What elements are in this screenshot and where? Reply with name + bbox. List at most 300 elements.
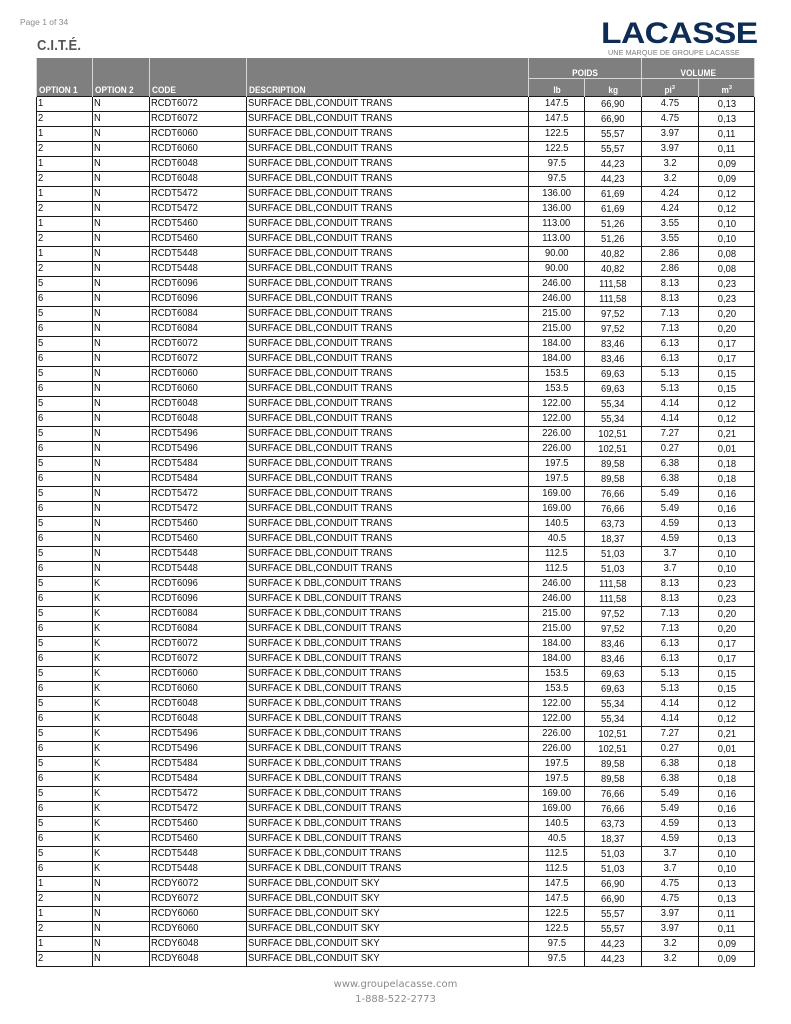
cell-pi3: 6.38 (642, 457, 699, 472)
cell-description: SURFACE DBL,CONDUIT TRANS (247, 532, 529, 547)
cell-pi3: 4.59 (642, 532, 699, 547)
cell-kg: 55,57 (585, 127, 642, 142)
cell-pi3: 3.97 (642, 922, 699, 937)
cell-option1: 1 (37, 907, 93, 922)
cell-code: RCDT6084 (150, 307, 247, 322)
cell-kg: 55,34 (585, 412, 642, 427)
cell-m3: 0,18 (699, 757, 755, 772)
cell-m3: 0,10 (699, 862, 755, 877)
cell-pi3: 3.2 (642, 952, 699, 967)
cell-m3: 0,11 (699, 907, 755, 922)
cell-option1: 6 (37, 532, 93, 547)
table-row (37, 637, 755, 652)
cell-lb: 112.5 (529, 862, 585, 877)
cell-code: RCDT5460 (150, 817, 247, 832)
header-option2: OPTION 2 (93, 79, 150, 97)
cell-option1: 5 (37, 727, 93, 742)
cell-code: RCDT6048 (150, 172, 247, 187)
cell-pi3: 8.13 (642, 592, 699, 607)
cell-option1: 5 (37, 337, 93, 352)
cell-code: RCDT6048 (150, 697, 247, 712)
cell-description: SURFACE DBL,CONDUIT TRANS (247, 97, 529, 112)
table-row (37, 532, 755, 547)
cell-option1: 1 (37, 877, 93, 892)
cell-option1: 6 (37, 742, 93, 757)
table-row (37, 562, 755, 577)
cell-lb: 246.00 (529, 592, 585, 607)
cell-description: SURFACE DBL,CONDUIT TRANS (247, 397, 529, 412)
cell-kg: 51,26 (585, 232, 642, 247)
cell-description: SURFACE DBL,CONDUIT TRANS (247, 127, 529, 142)
cell-option2: N (93, 202, 150, 217)
cell-pi3: 4.59 (642, 832, 699, 847)
cell-m3: 0,21 (699, 727, 755, 742)
cell-option1: 2 (37, 892, 93, 907)
cell-kg: 55,34 (585, 397, 642, 412)
cell-pi3: 5.49 (642, 787, 699, 802)
cell-description: SURFACE DBL,CONDUIT TRANS (247, 202, 529, 217)
cell-kg: 83,46 (585, 352, 642, 367)
cell-m3: 0,10 (699, 547, 755, 562)
cell-option1: 5 (37, 757, 93, 772)
cell-description: SURFACE K DBL,CONDUIT TRANS (247, 772, 529, 787)
footer-phone: 1-888-522-2773 (355, 994, 436, 1005)
cell-option2: N (93, 427, 150, 442)
header-m3: $m^3$ (699, 79, 755, 97)
cell-lb: 246.00 (529, 277, 585, 292)
cell-kg: 89,58 (585, 457, 642, 472)
cell-option2: N (93, 322, 150, 337)
cell-description: SURFACE DBL,CONDUIT TRANS (247, 172, 529, 187)
cell-option1: 5 (37, 487, 93, 502)
cell-option1: 6 (37, 862, 93, 877)
cell-pi3: 3.97 (642, 142, 699, 157)
cell-m3: 0,15 (699, 667, 755, 682)
cell-m3: 0,17 (699, 637, 755, 652)
cell-option2: N (93, 937, 150, 952)
cell-code: RCDT5472 (150, 787, 247, 802)
cell-code: RCDY6072 (150, 877, 247, 892)
cell-option2: N (93, 457, 150, 472)
header-group-weight: POIDS (529, 58, 642, 79)
cell-option2: K (93, 727, 150, 742)
cell-option2: K (93, 832, 150, 847)
cell-pi3: 6.13 (642, 652, 699, 667)
cell-kg: 55,57 (585, 922, 642, 937)
cell-code: RCDT5472 (150, 802, 247, 817)
cell-code: RCDT6072 (150, 652, 247, 667)
cell-m3: 0,09 (699, 157, 755, 172)
cell-lb: 97.5 (529, 952, 585, 967)
cell-m3: 0,15 (699, 682, 755, 697)
cell-lb: 215.00 (529, 322, 585, 337)
cell-code: RCDT6048 (150, 412, 247, 427)
cell-code: RCDT5472 (150, 187, 247, 202)
cell-lb: 215.00 (529, 622, 585, 637)
cell-code: RCDT6096 (150, 292, 247, 307)
cell-pi3: 5.13 (642, 682, 699, 697)
cell-m3: 0,13 (699, 112, 755, 127)
table-row (37, 682, 755, 697)
cell-m3: 0,13 (699, 877, 755, 892)
cell-m3: 0,12 (699, 202, 755, 217)
cell-code: RCDT5484 (150, 472, 247, 487)
cell-option1: 6 (37, 412, 93, 427)
cell-m3: 0,13 (699, 892, 755, 907)
cell-kg: 97,52 (585, 307, 642, 322)
cell-option2: K (93, 757, 150, 772)
cell-code: RCDT6084 (150, 322, 247, 337)
cell-pi3: 4.14 (642, 712, 699, 727)
cell-code: RCDT5448 (150, 847, 247, 862)
cell-m3: 0,17 (699, 352, 755, 367)
cell-option2: N (93, 232, 150, 247)
cell-kg: 51,03 (585, 562, 642, 577)
cell-option2: N (93, 517, 150, 532)
table-row (37, 127, 755, 142)
table-row (37, 142, 755, 157)
cell-code: RCDT6072 (150, 97, 247, 112)
cell-m3: 0,17 (699, 652, 755, 667)
cell-m3: 0,20 (699, 322, 755, 337)
cell-pi3: 3.2 (642, 157, 699, 172)
cell-kg: 55,57 (585, 907, 642, 922)
cell-code: RCDT5460 (150, 532, 247, 547)
cell-lb: 215.00 (529, 307, 585, 322)
cell-option2: N (93, 892, 150, 907)
cell-kg: 51,03 (585, 862, 642, 877)
table-row (37, 502, 755, 517)
cell-description: SURFACE K DBL,CONDUIT TRANS (247, 742, 529, 757)
cell-description: SURFACE K DBL,CONDUIT TRANS (247, 622, 529, 637)
cell-option1: 5 (37, 367, 93, 382)
table-row (37, 547, 755, 562)
cell-description: SURFACE K DBL,CONDUIT TRANS (247, 712, 529, 727)
table-row (37, 322, 755, 337)
cell-option2: K (93, 742, 150, 757)
cell-kg: 89,58 (585, 472, 642, 487)
cell-pi3: 5.13 (642, 382, 699, 397)
cell-option2: K (93, 697, 150, 712)
table-row (37, 727, 755, 742)
cell-option2: N (93, 352, 150, 367)
cell-pi3: 7.13 (642, 322, 699, 337)
cell-m3: 0,09 (699, 172, 755, 187)
cell-code: RCDT5472 (150, 502, 247, 517)
cell-option2: N (93, 217, 150, 232)
table-row (37, 742, 755, 757)
cell-lb: 153.5 (529, 367, 585, 382)
table-row (37, 337, 755, 352)
cell-m3: 0,11 (699, 127, 755, 142)
cell-option1: 2 (37, 262, 93, 277)
cell-lb: 122.5 (529, 922, 585, 937)
cell-m3: 0,17 (699, 337, 755, 352)
header-blank (93, 58, 150, 79)
cell-code: RCDT6096 (150, 592, 247, 607)
cell-code: RCDT5484 (150, 757, 247, 772)
cell-pi3: 3.2 (642, 172, 699, 187)
cell-pi3: 8.13 (642, 292, 699, 307)
table-row (37, 292, 755, 307)
table-row (37, 877, 755, 892)
table-row (37, 592, 755, 607)
cell-option1: 1 (37, 187, 93, 202)
cell-kg: 102,51 (585, 442, 642, 457)
logo-wordmark: LACASSE (601, 17, 758, 50)
cell-m3: 0,12 (699, 412, 755, 427)
cell-kg: 44,23 (585, 952, 642, 967)
cell-description: SURFACE K DBL,CONDUIT TRANS (247, 817, 529, 832)
table-row (37, 802, 755, 817)
cell-code: RCDT5472 (150, 202, 247, 217)
cell-lb: 113.00 (529, 232, 585, 247)
cell-code: RCDT6072 (150, 637, 247, 652)
cell-pi3: 3.7 (642, 847, 699, 862)
product-table (36, 58, 755, 967)
cell-option2: N (93, 277, 150, 292)
cell-option2: N (93, 487, 150, 502)
cell-option2: N (93, 397, 150, 412)
cell-lb: 122.00 (529, 397, 585, 412)
cell-option2: N (93, 547, 150, 562)
cell-option2: K (93, 667, 150, 682)
header-pi3: $pi^3$ (642, 79, 699, 97)
cell-lb: 147.5 (529, 877, 585, 892)
table-row (37, 832, 755, 847)
cell-lb: 184.00 (529, 352, 585, 367)
cell-lb: 153.5 (529, 667, 585, 682)
cell-kg: 55,34 (585, 712, 642, 727)
cell-kg: 55,34 (585, 697, 642, 712)
cell-option1: 6 (37, 472, 93, 487)
cell-description: SURFACE K DBL,CONDUIT TRANS (247, 727, 529, 742)
cell-code: RCDT6096 (150, 577, 247, 592)
cell-kg: 66,90 (585, 97, 642, 112)
cell-kg: 69,63 (585, 667, 642, 682)
cell-kg: 51,03 (585, 547, 642, 562)
cell-pi3: 4.14 (642, 397, 699, 412)
table-row (37, 622, 755, 637)
cell-option2: K (93, 637, 150, 652)
cell-lb: 197.5 (529, 457, 585, 472)
cell-m3: 0,23 (699, 577, 755, 592)
cell-kg: 66,90 (585, 112, 642, 127)
cell-option2: N (93, 112, 150, 127)
table-row (37, 367, 755, 382)
cell-code: RCDT5448 (150, 262, 247, 277)
cell-option1: 6 (37, 592, 93, 607)
cell-code: RCDT5448 (150, 247, 247, 262)
cell-lb: 169.00 (529, 487, 585, 502)
cell-lb: 153.5 (529, 682, 585, 697)
cell-option2: N (93, 292, 150, 307)
cell-option1: 6 (37, 382, 93, 397)
cell-code: RCDT5448 (150, 862, 247, 877)
cell-option1: 5 (37, 787, 93, 802)
cell-option1: 2 (37, 142, 93, 157)
cell-lb: 169.00 (529, 502, 585, 517)
table-row (37, 787, 755, 802)
table-row (37, 892, 755, 907)
cell-option2: K (93, 787, 150, 802)
cell-code: RCDT5484 (150, 457, 247, 472)
cell-option1: 1 (37, 97, 93, 112)
cell-pi3: 3.7 (642, 562, 699, 577)
cell-pi3: 5.49 (642, 502, 699, 517)
cell-kg: 61,69 (585, 187, 642, 202)
cell-description: SURFACE DBL,CONDUIT SKY (247, 922, 529, 937)
cell-m3: 0,10 (699, 232, 755, 247)
cell-lb: 197.5 (529, 772, 585, 787)
cell-description: SURFACE DBL,CONDUIT SKY (247, 907, 529, 922)
cell-lb: 40.5 (529, 832, 585, 847)
cell-description: SURFACE DBL,CONDUIT TRANS (247, 217, 529, 232)
cell-description: SURFACE DBL,CONDUIT TRANS (247, 247, 529, 262)
table-row (37, 847, 755, 862)
cell-lb: 97.5 (529, 157, 585, 172)
cell-m3: 0,12 (699, 187, 755, 202)
cell-kg: 51,03 (585, 847, 642, 862)
cell-lb: 246.00 (529, 292, 585, 307)
cell-option1: 6 (37, 652, 93, 667)
header-lb: lb (529, 79, 585, 97)
table-row (37, 922, 755, 937)
cell-m3: 0,10 (699, 562, 755, 577)
cell-code: RCDT5448 (150, 562, 247, 577)
cell-kg: 102,51 (585, 727, 642, 742)
cell-description: SURFACE DBL,CONDUIT TRANS (247, 157, 529, 172)
cell-description: SURFACE DBL,CONDUIT TRANS (247, 442, 529, 457)
table-row (37, 412, 755, 427)
cell-m3: 0,09 (699, 937, 755, 952)
cell-option2: K (93, 862, 150, 877)
cell-lb: 40.5 (529, 532, 585, 547)
cell-m3: 0,10 (699, 847, 755, 862)
cell-option1: 2 (37, 952, 93, 967)
cell-description: SURFACE DBL,CONDUIT SKY (247, 892, 529, 907)
cell-m3: 0,16 (699, 787, 755, 802)
cell-description: SURFACE DBL,CONDUIT TRANS (247, 292, 529, 307)
cell-kg: 83,46 (585, 337, 642, 352)
cell-description: SURFACE DBL,CONDUIT TRANS (247, 352, 529, 367)
cell-code: RCDT6060 (150, 367, 247, 382)
cell-code: RCDT6060 (150, 142, 247, 157)
cell-pi3: 4.14 (642, 412, 699, 427)
cell-option2: N (93, 187, 150, 202)
table-row (37, 247, 755, 262)
cell-option1: 6 (37, 682, 93, 697)
cell-m3: 0,16 (699, 502, 755, 517)
cell-kg: 76,66 (585, 487, 642, 502)
cell-option1: 6 (37, 442, 93, 457)
cell-m3: 0,23 (699, 277, 755, 292)
cell-lb: 169.00 (529, 802, 585, 817)
cell-kg: 18,37 (585, 832, 642, 847)
cell-m3: 0,12 (699, 712, 755, 727)
cell-m3: 0,13 (699, 832, 755, 847)
cell-option1: 5 (37, 697, 93, 712)
cell-description: SURFACE K DBL,CONDUIT TRANS (247, 847, 529, 862)
cell-lb: 122.5 (529, 127, 585, 142)
cell-option2: K (93, 592, 150, 607)
cell-description: SURFACE DBL,CONDUIT SKY (247, 937, 529, 952)
cell-description: SURFACE DBL,CONDUIT TRANS (247, 322, 529, 337)
cell-pi3: 4.59 (642, 517, 699, 532)
cell-pi3: 4.59 (642, 817, 699, 832)
cell-description: SURFACE DBL,CONDUIT TRANS (247, 487, 529, 502)
table-header (37, 58, 755, 97)
cell-pi3: 5.13 (642, 367, 699, 382)
cell-description: SURFACE DBL,CONDUIT SKY (247, 877, 529, 892)
cell-m3: 0,13 (699, 517, 755, 532)
table-row (37, 277, 755, 292)
cell-description: SURFACE K DBL,CONDUIT TRANS (247, 787, 529, 802)
cell-m3: 0,20 (699, 307, 755, 322)
cell-pi3: 3.55 (642, 232, 699, 247)
cell-option1: 6 (37, 622, 93, 637)
cell-pi3: 6.13 (642, 637, 699, 652)
cell-pi3: 6.13 (642, 337, 699, 352)
cell-option2: N (93, 922, 150, 937)
table-row (37, 457, 755, 472)
cell-m3: 0,20 (699, 607, 755, 622)
cell-option1: 6 (37, 502, 93, 517)
cell-lb: 122.00 (529, 712, 585, 727)
header-column-row (37, 79, 755, 97)
cell-option1: 5 (37, 277, 93, 292)
cell-option1: 6 (37, 802, 93, 817)
table-row (37, 217, 755, 232)
cell-description: SURFACE DBL,CONDUIT TRANS (247, 412, 529, 427)
cell-lb: 169.00 (529, 787, 585, 802)
cell-kg: 83,46 (585, 637, 642, 652)
cell-lb: 97.5 (529, 937, 585, 952)
cell-description: SURFACE DBL,CONDUIT TRANS (247, 337, 529, 352)
cell-pi3: 6.38 (642, 757, 699, 772)
cell-option1: 1 (37, 217, 93, 232)
cell-option2: N (93, 952, 150, 967)
cell-lb: 184.00 (529, 637, 585, 652)
header-group-row (37, 58, 755, 79)
cell-lb: 197.5 (529, 757, 585, 772)
cell-description: SURFACE DBL,CONDUIT TRANS (247, 517, 529, 532)
cell-lb: 140.5 (529, 817, 585, 832)
cell-pi3: 7.27 (642, 727, 699, 742)
cell-option2: K (93, 712, 150, 727)
cell-kg: 69,63 (585, 382, 642, 397)
cell-option1: 6 (37, 292, 93, 307)
cell-code: RCDT5496 (150, 427, 247, 442)
table-row (37, 172, 755, 187)
table-row (37, 907, 755, 922)
cell-option2: N (93, 442, 150, 457)
cell-description: SURFACE K DBL,CONDUIT TRANS (247, 637, 529, 652)
cell-lb: 122.00 (529, 412, 585, 427)
cell-option1: 1 (37, 247, 93, 262)
cell-code: RCDY6072 (150, 892, 247, 907)
cell-kg: 69,63 (585, 367, 642, 382)
cell-option1: 5 (37, 547, 93, 562)
cell-m3: 0,15 (699, 367, 755, 382)
table-row (37, 697, 755, 712)
cell-lb: 197.5 (529, 472, 585, 487)
cell-description: SURFACE DBL,CONDUIT TRANS (247, 142, 529, 157)
cell-pi3: 3.2 (642, 937, 699, 952)
cell-m3: 0,10 (699, 217, 755, 232)
cell-m3: 0,13 (699, 97, 755, 112)
table-row (37, 487, 755, 502)
